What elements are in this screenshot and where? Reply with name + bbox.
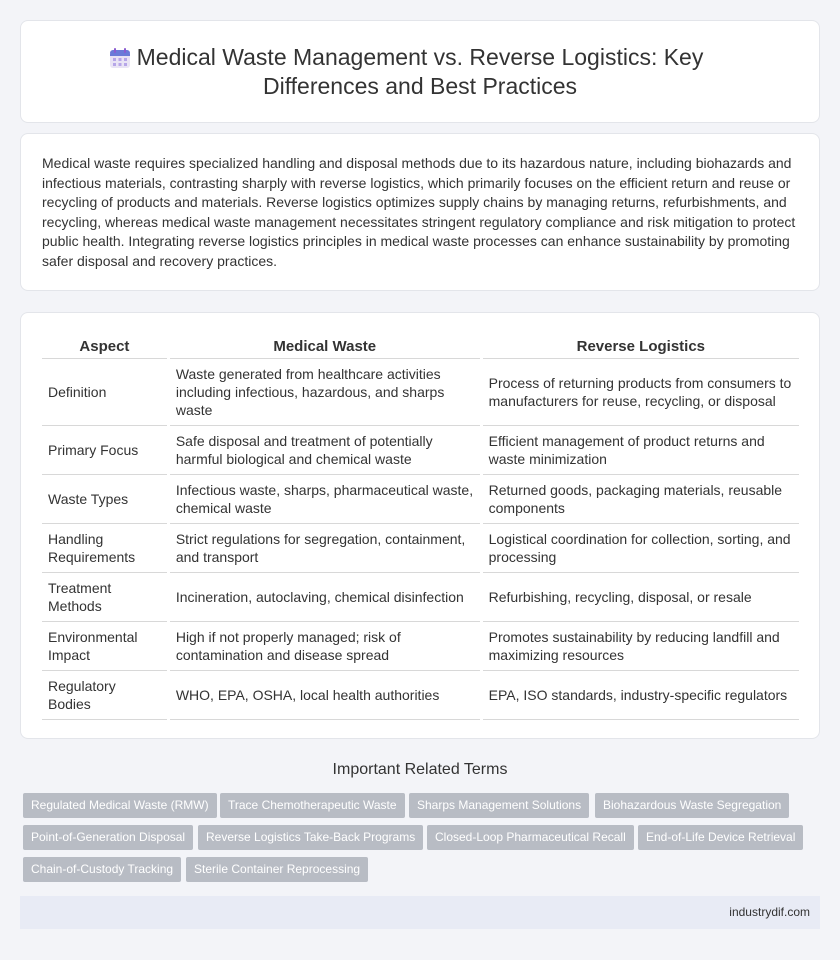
row-aspect: Handling Requirements [42,523,168,572]
table-row [42,621,799,670]
row-medical-waste: Strict regulations for segregation, containment, and transport [168,523,481,572]
related-term-tag[interactable]: Reverse Logistics Take-Back Programs [198,825,423,850]
table-row [42,670,799,719]
table-row [42,572,799,621]
row-reverse-logistics: Efficient management of product returns and waste minimization [481,425,799,474]
row-aspect: Treatment Methods [42,572,168,621]
intro-paragraph: Medical waste requires specialized handling and disposal methods due to its hazardous nature, including biohazards and infectious materials, contrasting sharply with reverse logistics, which primarily focuses on the efficient return and reuse or recycling of products and materials. Reverse logistics optimizes supply chains by managing returns, refurbishments, and recycling, whereas medical waste management necessitates stringent regulatory compliance and risk mitigation to protect public health. Integrating reverse logistics principles in medical waste processes can enhance sustainability by promoting safer disposal and recovery practices. [42,155,796,269]
header-reverse-logistics: Reverse Logistics [481,334,799,358]
page-title: Medical Waste Management vs. Reverse Logistics: Key Differences and Best Practices [136,44,704,99]
related-term-tag[interactable]: Regulated Medical Waste (RMW) [23,793,217,818]
header-aspect: Aspect [42,334,168,358]
footer-site-link[interactable]: industrydif.com [729,905,810,919]
row-reverse-logistics: EPA, ISO standards, industry-specific regulators [481,670,799,719]
related-term-tag[interactable]: Point-of-Generation Disposal [23,825,193,850]
row-medical-waste: Incineration, autoclaving, chemical disinfection [168,572,481,621]
table-row [42,425,799,474]
comparison-table [42,334,799,720]
comparison-card [20,312,820,739]
header-medical-waste: Medical Waste [168,334,481,358]
table-row [42,358,799,425]
row-aspect: Regulatory Bodies [42,670,168,719]
row-aspect: Definition [42,358,168,425]
row-aspect: Primary Focus [42,425,168,474]
related-term-tag[interactable]: Chain-of-Custody Tracking [23,857,181,882]
row-medical-waste: Infectious waste, sharps, pharmaceutical waste, chemical waste [168,474,481,523]
row-reverse-logistics: Returned goods, packaging materials, reusable components [481,474,799,523]
table-header-row [42,334,799,358]
table-row [42,474,799,523]
row-reverse-logistics: Refurbishing, recycling, disposal, or resale [481,572,799,621]
row-aspect: Environmental Impact [42,621,168,670]
row-medical-waste: High if not properly managed; risk of contamination and disease spread [168,621,481,670]
related-term-tag[interactable]: Closed-Loop Pharmaceutical Recall [427,825,634,850]
related-term-tag[interactable]: Sharps Management Solutions [409,793,589,818]
table-row [42,523,799,572]
related-term-tag[interactable]: Biohazardous Waste Segregation [595,793,789,818]
row-aspect: Waste Types [42,474,168,523]
row-reverse-logistics: Promotes sustainability by reducing landfill and maximizing resources [481,621,799,670]
header-card [20,20,820,123]
row-medical-waste: Safe disposal and treatment of potentially harmful biological and chemical waste [168,425,481,474]
footer [20,896,820,929]
related-term-tag[interactable]: End-of-Life Device Retrieval [638,825,803,850]
intro-card [20,133,820,291]
row-medical-waste: Waste generated from healthcare activities including infectious, hazardous, and sharps waste [168,358,481,425]
related-terms-heading: Important Related Terms [332,761,508,778]
row-reverse-logistics: Logistical coordination for collection, sorting, and processing [481,523,799,572]
row-medical-waste: WHO, EPA, OSHA, local health authorities [168,670,481,719]
row-reverse-logistics: Process of returning products from consumers to manufacturers for reuse, recycling, or disposal [481,358,799,425]
related-term-tag[interactable]: Trace Chemotherapeutic Waste [220,793,405,818]
related-term-tag[interactable]: Sterile Container Reprocessing [186,857,368,882]
